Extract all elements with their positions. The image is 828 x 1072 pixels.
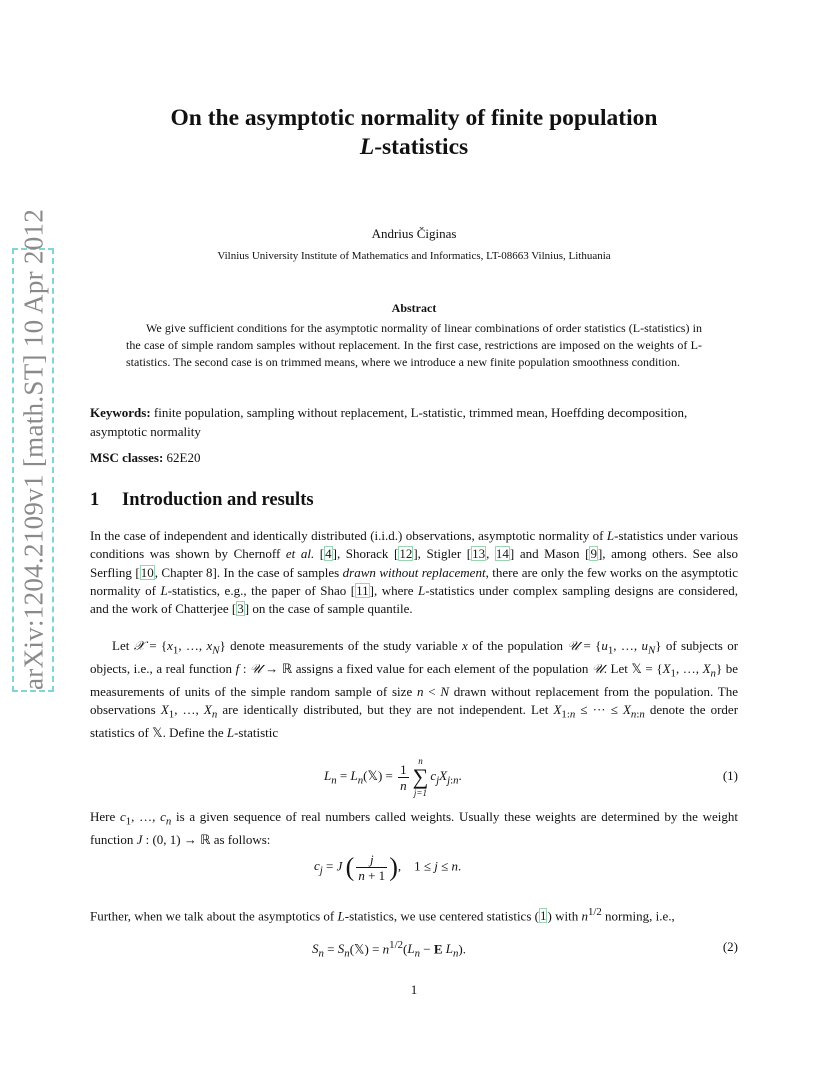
citation-link[interactable]: 3 (237, 601, 244, 617)
equation-2-number: (2) (722, 939, 738, 954)
intro-paragraph-1: In the case of independent and identically distributed (i.i.d.) observations, asymptotic normality of L-statistics under various conditions was shown by Chernoff et al. [4], Shorack [12], Stigler [13, 14] and Mason [9], among others. See also Serfling [10, Chapter 8]. In the case of samples drawn without replacement, there are only the few works on the asymptotic normality of L-statistics, e.g., the paper of Shao [11], where L-statistics under complex sampling designs are considered, and the work of Chatterjee [3] on the case of sample quantile. (90, 528, 739, 617)
msc-text: 62E20 (166, 450, 201, 465)
section-title: Introduction and results (122, 490, 314, 510)
keywords-label: Keywords: (90, 405, 151, 420)
citation-link[interactable]: 11 (356, 582, 369, 598)
title-line-1: On the asymptotic normality of finite population (170, 105, 658, 131)
equation-1-number: (1) (722, 768, 738, 783)
citation-link[interactable]: 4 (325, 546, 332, 562)
citation-link[interactable]: 9 (590, 546, 597, 562)
author-affiliation: Vilnius University Institute of Mathematics and Informatics, LT-08663 Vilnius, Lithuania (217, 250, 611, 262)
equation-1 (90, 756, 738, 800)
page-number: 1 (410, 982, 418, 997)
intro-paragraph-2: Let 𝒳 = {$x_1$, …, $x_N$} denote measurements of the study variable x of the population 𝒰 = {$u_1$, …, $u_N$} of subjects or objects, i.e., a real function f : 𝒰 → ℝ assigns a fixed value for each element of the population 𝒰. Let 𝕏 = {$X_1$, …, $X_n$} be measurements of units of the simple random sample of size n < N drawn without replacement from the population. The observations $X_1$, …, $X_n$ are identically distributed, but they are not independent. Let $X_{1:n}$ ≤ ··· ≤ $X_{n:n}$ denote the order statistics of 𝕏. Define the L-statistic (90, 638, 739, 740)
intro-paragraph-4: Further, when we talk about the asymptotics of L-statistics, we use centered statistics (1) with $n^{1/2}$ norming, i.e., (90, 906, 675, 924)
title-l-symbol: L (359, 134, 375, 160)
intro-paragraph-3: Here $c_1$, …, $c_n$ is a given sequence of real numbers called weights. Usually these weights are determined by the weight function J : (0, 1) → ℝ as follows: (90, 809, 739, 847)
section-heading (90, 490, 738, 511)
abstract-heading: Abstract (391, 301, 437, 315)
equation-1-body: $L_n$ = $L_n(𝕏)$ = $\frac{1}{n}$ n ∑ j=1 $c_jX_{j:n}$. (324, 756, 462, 798)
keywords-text: finite population, sampling without replacement, L-statistic, trimmed mean, Hoeffding decomposition, asymptotic normality (90, 405, 688, 439)
paper-title (90, 104, 738, 162)
msc-classes (90, 450, 738, 466)
weight-equation (90, 852, 738, 892)
citation-link[interactable]: 14 (495, 546, 509, 562)
arxiv-stamp[interactable]: arXiv:1204.2109v1 [math.ST] 10 Apr 2012 (18, 208, 49, 690)
author-name: Andrius Čiginas (371, 226, 457, 241)
citation-link[interactable]: 10 (140, 564, 154, 580)
section-number: 1 (90, 490, 100, 510)
citation-link[interactable]: 12 (399, 546, 413, 562)
equation-2-body: $S_n$ = $S_n(𝕏) = n^{1/2}(L_n - E$ $L_n$). (312, 939, 467, 960)
abstract-text: We give sufficient conditions for the asymptotic normality of linear combinations of order statistics (L-statistics) in the case of simple random samples without replacement. In the first case, restrictions are imposed on the weights of L-statistics. The second case is on trimmed means, where we introduce a new finite population smoothness condition. (126, 321, 702, 369)
msc-label: MSC classes: (90, 450, 164, 465)
equation-link[interactable]: 1 (539, 908, 547, 924)
title-line-2: -statistics (374, 134, 469, 160)
weight-equation-body: $c_j = J$ ( $\frac{j}{n + 1}$ ), 1 ≤ j ≤ n. (314, 852, 462, 883)
equation-2 (90, 939, 738, 961)
keywords (90, 404, 738, 441)
citation-link[interactable]: 13 (472, 546, 486, 562)
